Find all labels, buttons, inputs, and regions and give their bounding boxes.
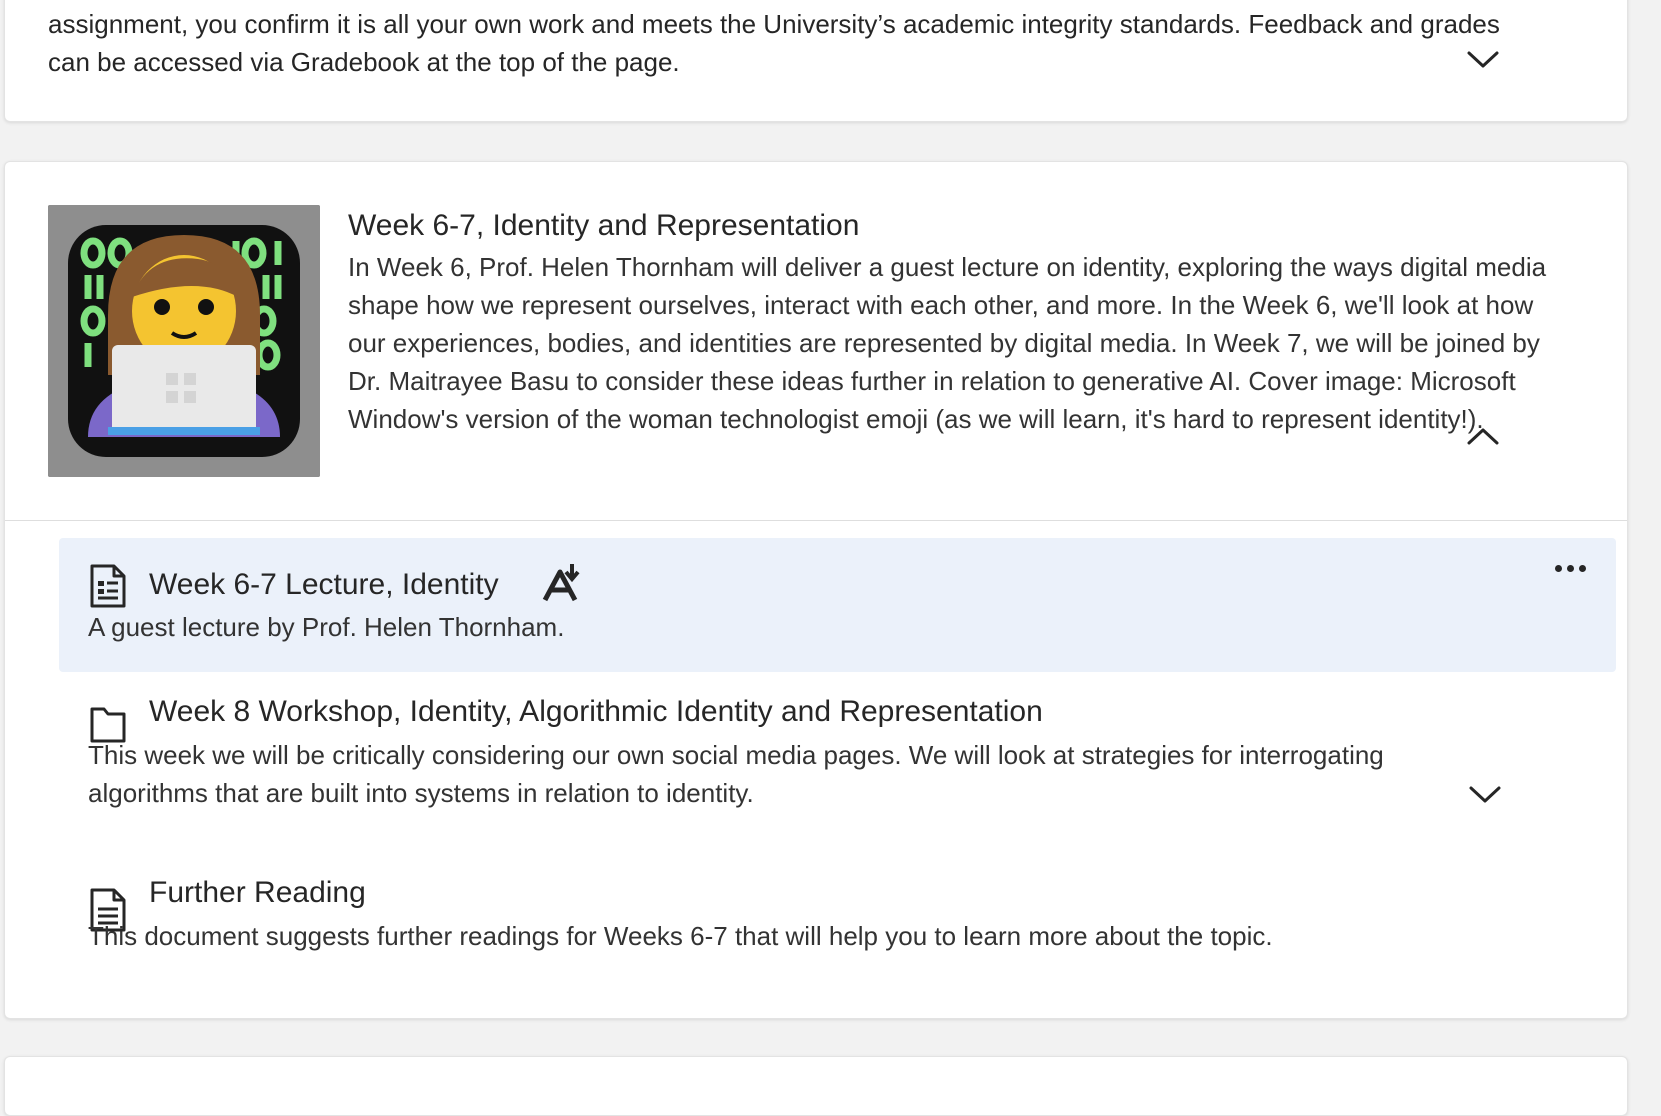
list-item-further-reading[interactable] [59,862,1616,982]
more-options-icon[interactable] [1552,558,1588,578]
item-description: A guest lecture by Prof. Helen Thornham. [88,612,565,642]
chevron-down-icon[interactable] [1465,47,1501,71]
module-card [4,161,1628,1019]
module-header[interactable] [5,162,1627,522]
chevron-up-icon[interactable] [1465,424,1501,448]
chevron-down-icon[interactable] [1467,782,1503,806]
woman-technologist-emoji-icon [48,205,320,477]
module-description-text: assignment, you confirm it is all your own work and meets the University’s academic integrity standards. Feedback and grades can be accessed via Gradebook at the top of the page. [48,9,1500,77]
accessibility-score-icon[interactable] [541,562,583,604]
item-title-link[interactable]: Week 6-7 Lecture, Identity [149,568,499,601]
previous-module-card [4,0,1628,122]
list-item-workshop[interactable] [59,680,1616,830]
item-title-link[interactable]: Further Reading [149,876,366,909]
module-description: In Week 6, Prof. Helen Thornham will deliver a guest lecture on identity, exploring the ways digital media shape how we represent ourselves, interact with each other, and more. In the Week 6, we'll look at how our experiences, bodies, and identities are represented by digital media. In Week 7, we will be joined by Dr. Maitrayee Basu to consider these ideas further in relation to generative AI. Cover image: Microsoft Window's version of the woman technologist emoji (as we will learn, it's hard to represent identity!). [348,252,1547,434]
next-module-card [4,1056,1628,1116]
document-icon [89,563,127,609]
module-title: Week 6-7, Identity and Representation [348,209,860,242]
cover-image [48,205,320,477]
item-description: This document suggests further readings for Weeks 6-7 that will help you to learn more about the topic. [88,921,1273,951]
list-item-lecture[interactable] [59,538,1616,672]
item-description: This week we will be critically considering our own social media pages. We will look at strategies for interrogating algorithms that are built into systems in relation to identity. [88,740,1384,808]
divider [5,520,1627,521]
item-title-link[interactable]: Week 8 Workshop, Identity, Algorithmic Identity and Representation [149,695,1043,728]
